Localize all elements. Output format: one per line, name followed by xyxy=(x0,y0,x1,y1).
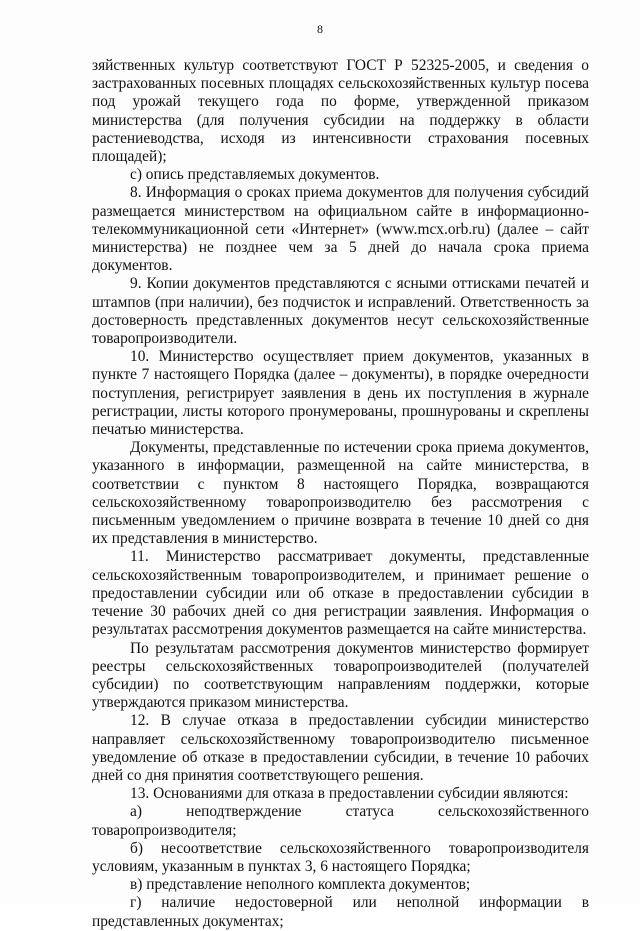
paragraph-11: 11. Министерство рассматривает документы, представленные сельскохозяйственным товаропроизводителем, и принимает решение о предоставлении субсидии или об отказе в предоставлении субсидии в течение 30 рабочих дней со дня регистрации заявления. Информация о результатах рассмотрения документов размещается на сайте министерства. xyxy=(92,548,589,639)
paragraph-13-a: а) неподтверждение статуса сельскохозяйственного товаропроизводителя; xyxy=(92,803,589,839)
paragraph-12: 12. В случае отказа в предоставлении субсидии министерство направляет сельскохозяйственному товаропроизводителю письменное уведомление об отказе в предоставлении субсидии, в течение 10 рабочих дней со дня принятия соответствующего решения. xyxy=(92,712,589,784)
paragraph-10: 10. Министерство осуществляет прием документов, указанных в пункте 7 настоящего Порядка (далее – документы), в порядке очередности поступления, регистрирует заявления в день их поступления в журнале регистрации, листы которого пронумерованы, прошнурованы и скреплены печатью министерства. xyxy=(92,348,589,439)
paragraph-13-b: б) несоответствие сельскохозяйственного товаропроизводителя условиям, указанным в пунктах 3, 6 настоящего Порядка; xyxy=(92,839,589,875)
document-body xyxy=(92,57,589,931)
paragraph-8: 8. Информация о сроках приема документов для получения субсидий размещается министерством на официальном сайте в информационно-телекоммуникационной сети «Интернет» (www.mcx.orb.ru) (далее – сайт министерства) не позднее чем за 5 дней до начала срока приема документов. xyxy=(92,184,589,275)
paragraph-9: 9. Копии документов представляются с ясными оттисками печатей и штампов (при наличии), без подчисток и исправлений. Ответственность за достоверность представленных документов несут сельскохозяйственные товаропроизводители. xyxy=(92,275,589,348)
paragraph-13-v: в) представление неполного комплекта документов; xyxy=(130,876,471,894)
paragraph-item-s: с) опись представляемых документов. xyxy=(130,166,380,184)
paragraph-10-return: Документы, представленные по истечении срока приема документов, указанного в информации, размещенной на сайте министерства, в соответствии с пунктом 8 настоящего Порядка, возвращаются сельскохозяйственному товаропроизводителю без рассмотрения с письменным уведомлением о причине возврата в течение 10 дней со дня их представления в министерство. xyxy=(92,439,589,548)
paragraph-11-registry: По результатам рассмотрения документов министерство формирует реестры сельскохозяйственных товаропроизводителей (получателей субсидии) по соответствующим направлениям поддержки, которые утверждаются приказом министерства. xyxy=(92,639,589,712)
paragraph-continuation: зяйственных культур соответствуют ГОСТ Р 52325-2005, и сведения о застрахованных посевных площадях сельскохозяйственных культур посева под урожай текущего года по форме, утвержденной приказом министерства (для получения субсидии на поддержку в области растениеводства, исходя из интенсивности страхования посевных площадей); xyxy=(92,57,589,166)
paragraph-13-g: г) наличие недостоверной или неполной информации в представленных документах; xyxy=(92,894,589,930)
page-number: 8 xyxy=(317,22,323,36)
paragraph-13: 13. Основаниями для отказа в предоставлении субсидии являются: xyxy=(130,785,569,803)
